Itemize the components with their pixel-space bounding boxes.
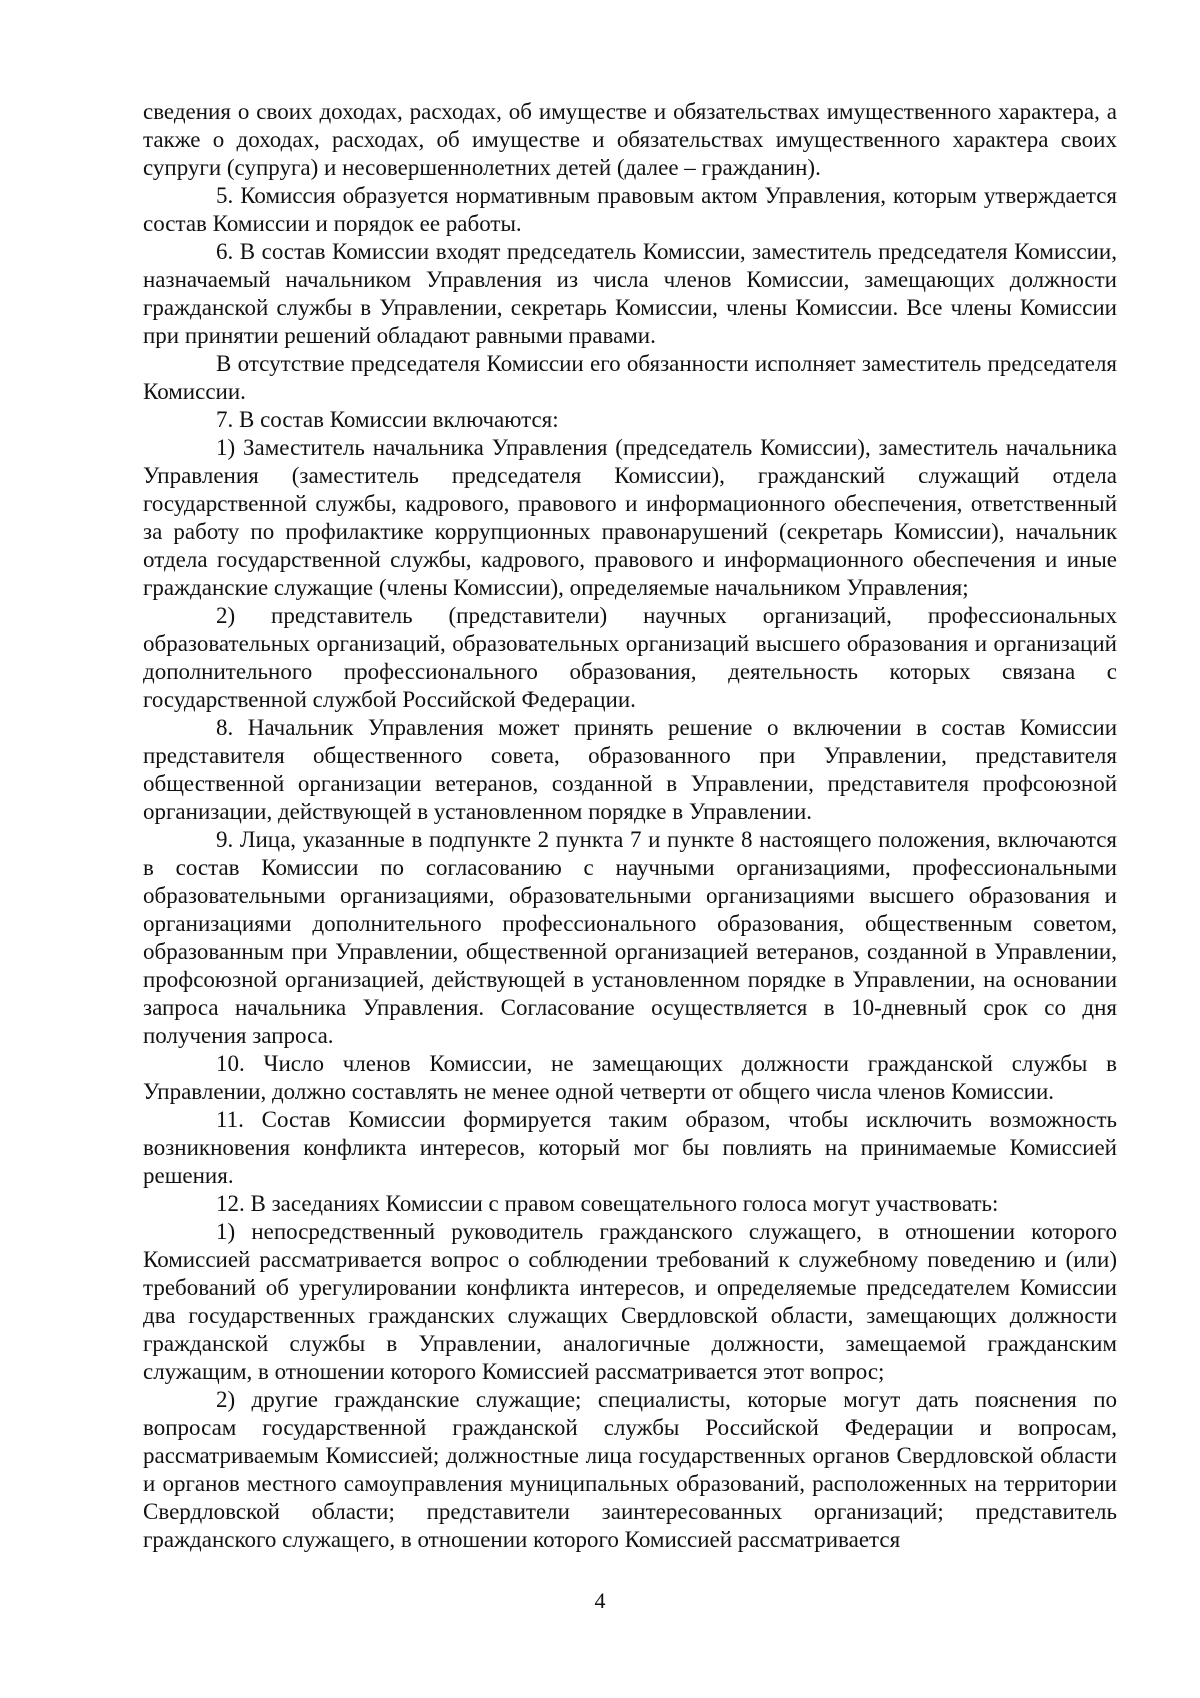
paragraph-chairman-absence: В отсутствие председателя Комиссии его обязанности исполняет заместитель председателя Комиссии. [143, 351, 1117, 404]
paragraph-continuation: сведения о своих доходах, расходах, об имуществе и обязательствах имущественного характера, а также о доходах, расходах, об имуществе и обязательствах имущественного характера своих супруги (супруга) и несовершеннолетних детей (далее – гражданин). [143, 99, 1117, 180]
paragraph-item-11: 11. Состав Комиссии формируется таким образом, чтобы исключить возможность возникновения конфликта интересов, который мог бы повлиять на принимаемые Комиссией решения. [143, 1107, 1117, 1188]
paragraph-item-8: 8. Начальник Управления может принять решение о включении в состав Комиссии представителя общественного совета, образованного при Управлении, представителя общественной организации ветеранов, созданной в Управлении, представителя профсоюзной организации, действующей в установленном порядке в Управлении. [143, 715, 1117, 824]
document-page [143, 98, 1117, 1554]
paragraph-item-7-1: 1) Заместитель начальника Управления (председатель Комиссии), заместитель начальника Управления (заместитель председателя Комиссии), гражданский служащий отдела государственной службы, кадрового, правового и информационного обеспечения, ответственный за работу по профилактике коррупционных правонарушений (секретарь Комиссии), начальник отдела государственной службы, кадрового, правового и информационного обеспечения и иные гражданские служащие (члены Комиссии), определяемые начальником Управления; [143, 435, 1117, 600]
paragraph-item-12-2: 2) другие гражданские служащие; специалисты, которые могут дать пояснения по вопросам государственной гражданской службы Российской Федерации и вопросам, рассматриваемым Комиссией; должностные лица государственных органов Свердловской области и органов местного самоуправления муниципальных образований, расположенных на территории Свердловской области; представители заинтересованных организаций; представитель гражданского служащего, в отношении которого Комиссией рассматривается [143, 1387, 1117, 1552]
paragraph-item-7-2: 2) представитель (представители) научных организаций, профессиональных образовательных организаций, образовательных организаций высшего образования и организаций дополнительного профессионального образования, деятельность которых связана с государственной службой Российской Федерации. [143, 603, 1117, 712]
paragraph-item-12-1: 1) непосредственный руководитель гражданского служащего, в отношении которого Комиссией рассматривается вопрос о соблюдении требований к служебному поведению и (или) требований об урегулировании конфликта интересов, и определяемые председателем Комиссии два государственных гражданских служащих Свердловской области, замещающих должности гражданской службы в Управлении, аналогичные должности, замещаемой гражданским служащим, в отношении которого Комиссией рассматривается этот вопрос; [143, 1219, 1117, 1384]
paragraph-item-12: 12. В заседаниях Комиссии с правом совещательного голоса могут участвовать: [216, 1191, 999, 1216]
paragraph-item-10: 10. Число членов Комиссии, не замещающих должности гражданской службы в Управлении, должно составлять не менее одной четверти от общего числа членов Комиссии. [143, 1051, 1117, 1104]
paragraph-item-9: 9. Лица, указанные в подпункте 2 пункта 7 и пункте 8 настоящего положения, включаются в состав Комиссии по согласованию с научными организациями, профессиональными образовательными организациями, образовательными организациями высшего образования и организациями дополнительного профессионального образования, общественным советом, образованным при Управлении, общественной организацией ветеранов, созданной в Управлении, профсоюзной организацией, действующей в установленном порядке в Управлении, на основании запроса начальника Управления. Согласование осуществляется в 10-дневный срок со дня получения запроса. [143, 827, 1117, 1048]
paragraph-item-7: 7. В состав Комиссии включаются: [216, 407, 559, 432]
paragraph-item-5: 5. Комиссия образуется нормативным правовым актом Управления, которым утверждается состав Комиссии и порядок ее работы. [143, 183, 1117, 236]
paragraph-item-6: 6. В состав Комиссии входят председатель Комиссии, заместитель председателя Комиссии, назначаемый начальником Управления из числа членов Комиссии, замещающих должности гражданской службы в Управлении, секретарь Комиссии, члены Комиссии. Все члены Комиссии при принятии решений обладают равными правами. [143, 239, 1117, 348]
page-number: 4 [594, 1588, 606, 1613]
